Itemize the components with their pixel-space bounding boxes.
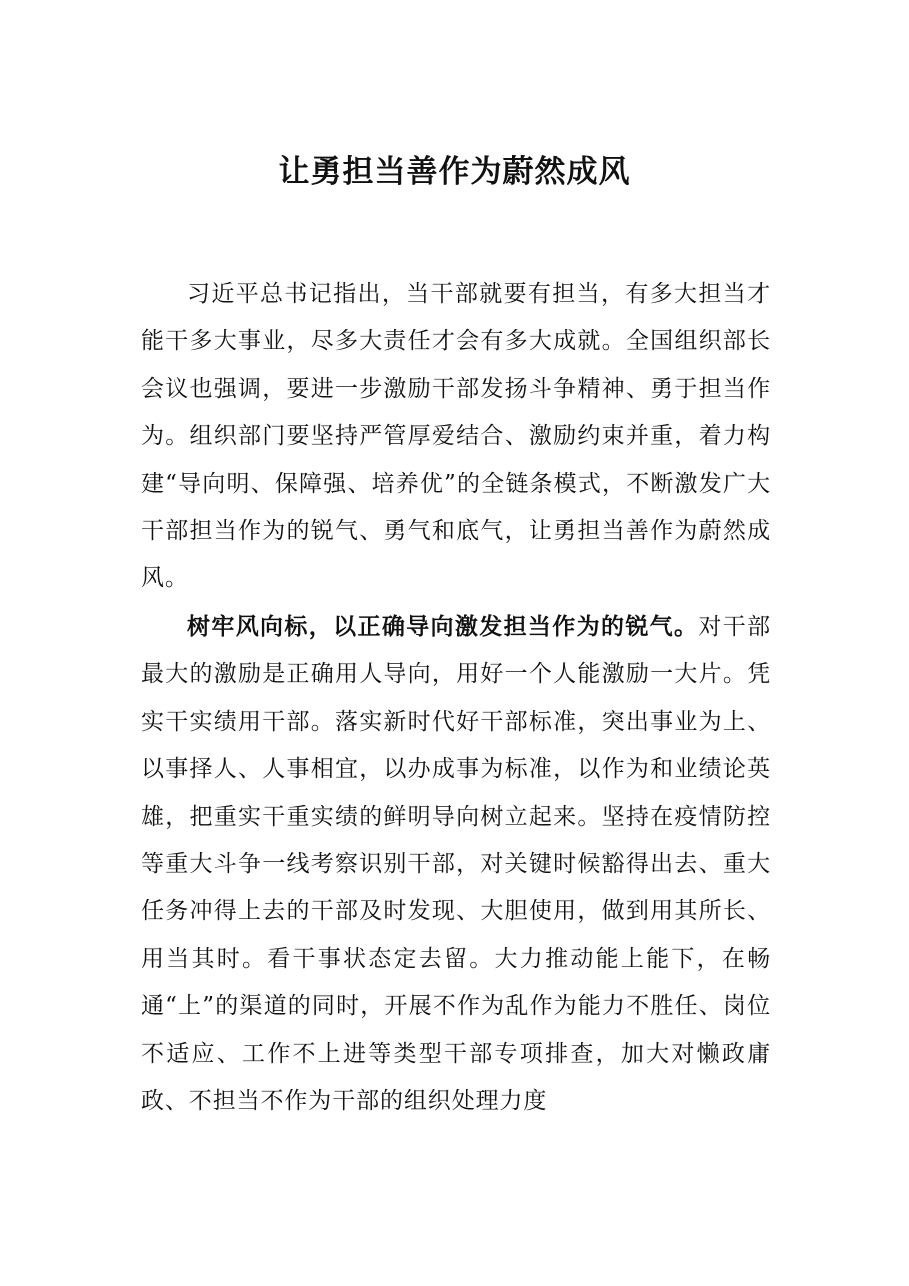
paragraph-guidance [141,603,771,1125]
paragraph-guidance-lead: 树牢风向标，以正确导向激发担当作为的锐气。 [187,613,699,640]
paragraph-intro-text: 习近平总书记指出，当干部就要有担当，有多大担当才能干多大事业，尽多大责任才会有多大成就。全国组织部长会议也强调，要进一步激励干部发扬斗争精神、勇于担当作为。组织部门要坚持严管厚爱结合、激励约束并重，着力构建“导向明、保障强、培养优”的全链条模式，不断激发广大干部担当作为的锐气、勇气和底气，让勇担当善作为蔚然成风。 [141,281,771,592]
paragraph-intro [141,271,771,603]
paragraph-guidance-text: 对干部最大的激励是正确用人导向，用好一个人能激励一大片。凭实干实绩用干部。落实新时代好干部标准，突出事业为上、以事择人、人事相宜，以办成事为标准，以作为和业绩论英雄，把重实干重实绩的鲜明导向树立起来。坚持在疫情防控等重大斗争一线考察识别干部，对关键时候豁得出去、重大任务冲得上去的干部及时发现、大胆使用，做到用其所长、用当其时。看干事状态定去留。大力推动能上能下，在畅通“上”的渠道的同时，开展不作为乱作为能力不胜任、岗位不适应、工作不上进等类型干部专项排查，加大对懒政庸政、不担当不作为干部的组织处理力度 [141,614,771,1115]
document-title: 让勇担当善作为蔚然成风 [278,154,631,190]
